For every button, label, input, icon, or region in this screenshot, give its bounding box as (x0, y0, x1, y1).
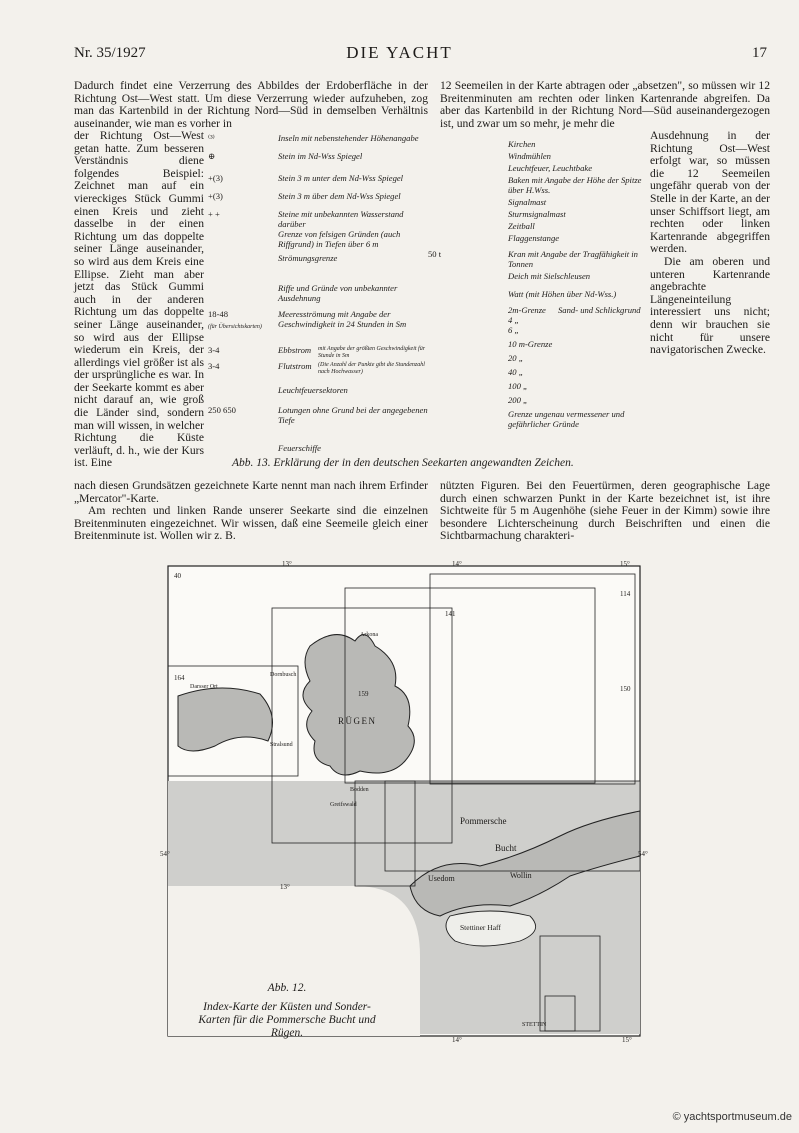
legend-label: Watt (mit Höhen über Nd-Wss.) (508, 289, 617, 299)
legend-label: 200 „ (508, 395, 528, 405)
legend-label: Kirchen (508, 139, 536, 149)
legend-label: 100 „ (508, 381, 528, 391)
legend-label: Stein 3 m unter dem Nd-Wss Spiegel (278, 173, 404, 183)
map-chart-number: 159 (358, 690, 369, 698)
col1-narrow-text: der Richtung Ost—West getan hatte. Zum besseren Verständnis diene folgendes Beispiel: Zeichnet man auf ein viereckiges Stück Gummi einen Kreis und zieht dasselbe in der einen Richtung um das doppelte seiner Länge auseinander, so wird aus dem Kreis eine Ellipse. Zieht man aber jetzt das Stück Gummi auch in der anderen Richtung um das doppelte seiner Länge auseinander, so wird aus der Ellipse wiederum ein Kreis, der allerdings viel größer ist als der ursprüngliche es war. In der Seekarte kommt es aber nicht darauf an, wie groß die Länder sind, sondern man will wissen, in welcher Richtung die Küste verläuft, d. h., wie der Kurs ist. Eine (74, 129, 204, 470)
legend-label: Grenze ungenau vermessener und gefährlicher Gründe (508, 409, 625, 429)
legend-note: (Die Anzahl der Punkte gibt die Stundenzahl nach Hochwasser) (318, 362, 425, 375)
legend-label: 6 „ (508, 325, 520, 335)
figure-12-text: Index-Karte der Küsten und Sonder-Karten für die Pommersche Bucht und Rügen. (198, 1001, 376, 1039)
map-chart-number: 164 (174, 674, 185, 682)
col1-bottom-text (74, 480, 428, 543)
legend-symbol: +(3) (208, 173, 223, 183)
legend-label: Leuchtfeuer, Leuchtbake (508, 163, 593, 173)
map-place: Greifswald (330, 802, 357, 808)
legend-symbol: +(3) (208, 191, 223, 201)
map-chart-number: 114 (620, 590, 631, 598)
legend-label: 40 „ (508, 367, 524, 377)
legend-label: Sturmsignalmast (508, 209, 566, 219)
col2-narrow-text (650, 130, 770, 357)
legend-note: mit Angabe der größten Geschwindigkeit für Stunde in Sm (318, 346, 426, 359)
col1-bottom-para-1: nach diesen Grundsätzen gezeichnete Karte nennt man nach ihrem Erfinder „Mercator"-Karte. (74, 479, 428, 505)
legend-label: Sand- und Schlickgrund (558, 305, 641, 315)
legend-label: Baken mit Angabe der Höhe der Spitze über H.Wss. (508, 175, 642, 195)
legend-label: Steine mit unbekannten Wasserstand darüber (278, 209, 404, 229)
legend-label: Leuchtfeuersektoren (278, 385, 348, 395)
legend-label: Inseln mit nebenstehender Höhenangabe (278, 133, 419, 143)
map-lon-bottom: 15° (622, 1036, 632, 1044)
legend-label: Flutstrom (278, 361, 312, 371)
legend-label: Signalmast (508, 197, 547, 207)
map-lon-bottom: 14° (452, 1036, 462, 1044)
map-rugen-label: RÜGEN (338, 716, 377, 726)
legend-label: 4 „ (508, 315, 520, 325)
map-lon-bottom: 13° (280, 883, 290, 891)
map-haff: Stettiner Haff (460, 923, 501, 932)
map-place: Darsser Ort (190, 684, 218, 690)
col2-narrow-para-2: Die am oberen und unteren Kartenrande angebrachte Längeneinteilung interessiert uns nicht; denn wir brauchen sie nicht für unsere navigatorischen Zwecke. (650, 254, 770, 357)
legend-right (428, 140, 650, 455)
legend-label: Stein im Nd-Wss Spiegel (278, 151, 363, 161)
map-chart-number: 150 (620, 685, 631, 693)
legend-label: 2m-Grenze (508, 305, 546, 315)
legend-symbol: 18-48 (208, 309, 229, 319)
figure-12-label: Abb. 12. (267, 982, 307, 994)
issue-number: Nr. 35/1927 (74, 45, 146, 61)
legend-label: Windmühlen (508, 151, 551, 161)
col1-top-text: Dadurch findet eine Verzerrung des Abbildes der Erdoberfläche in der Richtung Ost—West statt. Um diese Verzerrung wieder aufzuheben, zog man das Kartenbild in der Richtung Nord—Süd in demselben Verhältnis auseinander, wie man es vorher in (74, 79, 428, 130)
figure-13-caption: Abb. 13. Erklärung der in den deutschen Seekarten angewandten Zeichen. (232, 457, 574, 469)
map-place: Dornbusch (270, 672, 297, 678)
map-place: Arkona (360, 632, 378, 638)
legend-label: Stein 3 m über dem Nd-Wss Spiegel (278, 191, 401, 201)
map-chart-number: 40 (174, 572, 181, 580)
legend-label: 10 m-Grenze (508, 339, 553, 349)
legend-note: (für Übersichtskarten) (208, 324, 262, 330)
legend-symbol: 3-4 (208, 345, 220, 355)
map-lon-top: 15° (620, 560, 630, 568)
legend-label: Ebbstrom (278, 345, 312, 355)
legend-label: Zeitball (508, 221, 535, 231)
legend-label: Deich mit Sielschleusen (508, 271, 591, 281)
col1-bottom-para-2: Am rechten und linken Rande unserer Seekarte sind die einzelnen Breitenminuten eingezeichnet. Wir wissen, daß eine Seemeile gleich einer Breitenminute ist. Wollen wir z. B. (74, 504, 428, 543)
figure-12-caption (188, 982, 386, 1040)
legend-label: Strömungsgrenze (278, 253, 338, 263)
legend-symbol: ⊕ (208, 151, 216, 161)
map-lon-top: 13° (282, 560, 292, 568)
map-bucht: Bucht (495, 843, 517, 853)
map-wollin: Wollin (510, 871, 532, 880)
legend-label: Riffe und Gründe von unbekannter Ausdehnung (278, 283, 398, 303)
map-chart-number: 141 (445, 610, 456, 618)
watermark: © yachtsportmuseum.de (672, 1111, 792, 1123)
col2-narrow-para-1: Ausdehnung in der Richtung Ost—West erfolgt war, so müssen die 12 Seemeilen ungefähr querab von der Stelle in der Karte, an der unser Schiffsort liegt, am rechten oder linken Kartenrande abgegriffen werden. (650, 129, 770, 256)
legend-left (208, 134, 428, 454)
legend-label: 20 „ (508, 353, 524, 363)
map-stettin: STETTIN (522, 1022, 547, 1028)
legend-label: Grenze von felsigen Gründen (auch Riffgrund) in Tiefen über 6 m (278, 229, 401, 249)
legend-symbol: + + (208, 209, 220, 219)
index-map (160, 556, 648, 1044)
legend-label: Lotungen ohne Grund bei der angegebenen Tiefe (278, 405, 428, 425)
map-place: Bodden (350, 787, 369, 793)
legend-label: Meeresströmung mit Angabe der Geschwindigkeit in 24 Stunden in Sm (278, 309, 407, 329)
col2-top-text: 12 Seemeilen in der Karte abtragen oder „absetzen", so müssen wir 12 Breitenminuten am rechten oder linken Kartenrande abgreifen. Da aber das Kartenbild in der Richtung Nord—Süd auseinandergezogen ist, und zwar um so mehr, je mehr die (440, 79, 770, 130)
legend-symbol: 50 t (428, 249, 442, 259)
map-lat-right: 54° (638, 850, 648, 858)
map-usedom: Usedom (428, 874, 455, 883)
map-place: Stralsund (270, 742, 293, 748)
page-number: 17 (752, 45, 767, 61)
legend-symbol: 3-4 (208, 361, 220, 371)
legend-label: Flaggenstange (508, 233, 560, 243)
legend-label: Kran mit Angabe der Tragfähigkeit in Tonnen (508, 249, 638, 269)
magazine-title: DIE YACHT (346, 43, 453, 62)
legend-symbol: ⁽³⁾ (208, 133, 215, 143)
legend-label: Feuerschiffe (278, 443, 321, 453)
map-lon-top: 14° (452, 560, 462, 568)
map-pommersche: Pommersche (460, 816, 507, 826)
col2-bottom-text: nützten Figuren. Bei den Feuertürmen, deren geographische Lage durch einen schwarzen Punkt in der Karte bezeichnet ist, ist ihre Sichtweite für 5 m Augenhöhe (siehe Feuer in der Kimm) sowie ihre besondere Lichterscheinung durch Beischriften und einen die Sichtbarmachung charakteri- (440, 479, 770, 543)
legend-symbol: 250 650 (208, 405, 236, 415)
map-lat-left: 54° (160, 850, 170, 858)
